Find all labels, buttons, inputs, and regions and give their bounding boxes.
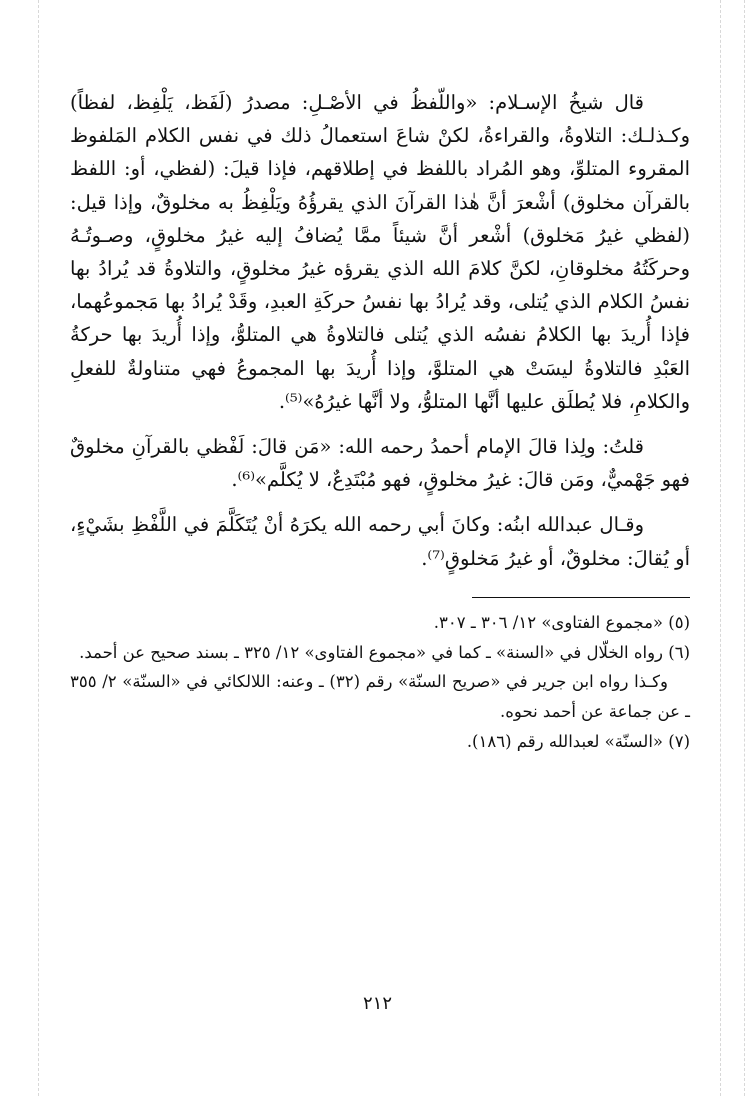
scan-guide-line <box>720 0 721 1096</box>
page-number: ٢١٢ <box>362 993 392 1014</box>
footnote-6: (٦) رواه الخلّال في «السنة» ـ كما في «مجموع الفتاوى» ١٢/ ٣٢٥ ـ بسند صحيح عن أحمد. <box>79 642 690 662</box>
paragraph-abdullah-report: وقـال عبدالله ابنُه: وكانَ أبي رحمه الله يكرَهُ أنْ يُتَكَلَّمَ في اللَّفْظِ بشَيْءٍ، أو يُقالَ: مخلوقٌ، أو غيرُ مَخلوقٍ⁽⁷⁾. <box>70 513 690 570</box>
page-content <box>70 86 690 757</box>
paragraph-ibn-taymiyyah-quote: قال شيخُ الإسـلام: «واللّفظُ في الأصْـلِ: مصدرُ (لَفَظ، يَلْفِظ، لفظاً) وكـذلـك: التلاوةُ، والقراءةُ، لكنْ شاعَ استعمالُ ذلك في نفس الكلام المَلفوظ المقروء المتلوِّ، وهو المُراد باللفظ في إطلاقهم، فإذا قيلَ: (لفظي، أو: اللفظ بالقرآن مخلوق) أشْعرَ أنَّ هٰذا القرآنَ الذي يقرؤُهُ ويَلْفِظُ به مخلوقٌ، وإذا قيل: (لفظي غيرُ مَخلوق) أشْعر أنَّ شيئاً ممَّا يُضافُ إليه غيرُ مخلوقٍ، وصـوتُـهُ وحركَتُهُ مخلوقانِ، لكنَّ كلامَ الله الذي يقرؤه غيرُ مخلوقٍ، والتلاوةُ قد يُرادُ بها نفسُ الكلام الذي يُتلى، وقد يُرادُ بها نفسُ حركَةِ العبدِ، وقَدْ يُرادُ بها مَجموعُهما، فإذا أُريدَ بها الكلامُ نفسُه الذي يُتلى فالتلاوةُ هي المتلوُّ، وإذا أُريدَ بها حركةُ العَبْدِ فالتلاوةُ ليسَتْ هي المتلوَّ، وإذا أُريدَ بها المجموعُ فهي متناولةٌ للفعلِ والكلامِ، فلا يُطلَق عليها أنَّها المتلوُّ، ولا أنَّها غيرُهُ»⁽⁵⁾. <box>70 91 690 413</box>
scan-guide-line <box>38 0 39 1096</box>
footnote-6-continued: وكـذا رواه ابن جرير في «صريح السنّة» رقم (٣٢) ـ وعنه: اللالكائي في «السنّة» ٢/ ٣٥٥ ـ عن جماعة عن أحمد نحوه. <box>70 672 690 722</box>
scan-guide-line <box>744 0 745 1096</box>
footnotes <box>70 608 690 757</box>
paragraph-imam-ahmad-quote: قلتُ: ولِذا قالَ الإمام أحمدُ رحمه الله: «مَن قالَ: لَفْظي بالقرآنِ مخلوقٌ فهو جَهْميٌّ، ومَن قالَ: غيرُ مخلوقٍ، فهو مُبْتَدِعٌ، لا يُكلَّم»⁽⁶⁾. <box>70 435 690 492</box>
footnote-divider <box>472 597 690 598</box>
footnote-7: (٧) «السنّة» لعبدالله رقم (١٨٦). <box>466 732 690 752</box>
main-text <box>70 86 690 575</box>
footnote-5: (٥) «مجموع الفتاوى» ١٢/ ٣٠٦ ـ ٣٠٧. <box>433 612 690 632</box>
